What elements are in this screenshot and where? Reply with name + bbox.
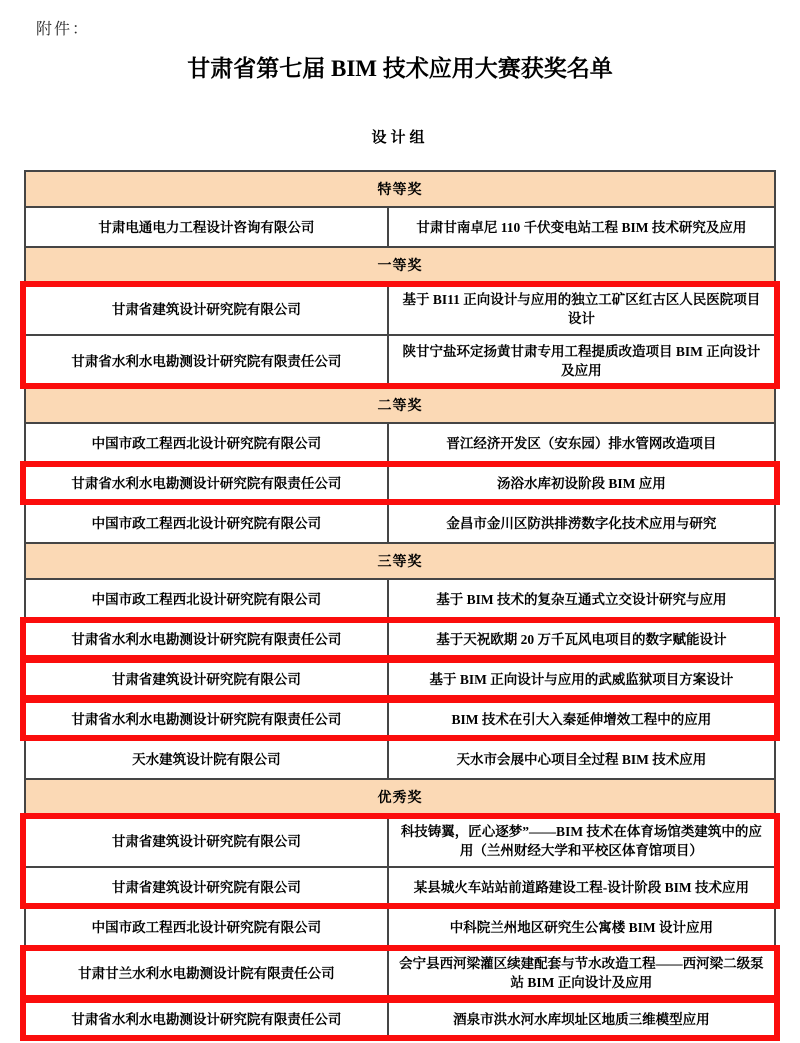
table-row — [26, 464, 774, 502]
project-cell: BIM 技术在引大入秦延伸增效工程中的应用 — [451, 711, 712, 727]
highlight-group — [26, 618, 774, 658]
highlight-group — [26, 698, 774, 738]
company-cell: 中国市政工程西北设计研究院有限公司 — [26, 424, 389, 462]
company-cell: 中国市政工程西北设计研究院有限公司 — [26, 580, 389, 618]
table-row — [26, 866, 774, 906]
company-cell: 天水建筑设计院有限公司 — [26, 740, 389, 778]
project-cell: 陕甘宁盐环定扬黄甘肃专用工程提质改造项目 BIM 正向设计及应用 — [402, 344, 761, 378]
highlight-group — [26, 998, 774, 1038]
project-cell: 基于天祝欧期 20 万千瓦风电项目的数字赋能设计 — [436, 631, 727, 647]
highlight-group — [26, 462, 774, 502]
table-row — [26, 284, 774, 334]
table-row — [26, 422, 774, 462]
company-cell: 甘肃省建筑设计研究院有限公司 — [26, 660, 389, 698]
highlight-group — [26, 814, 774, 906]
company-cell: 中国市政工程西北设计研究院有限公司 — [26, 504, 389, 542]
company-cell: 甘肃省建筑设计研究院有限公司 — [26, 284, 389, 334]
project-cell: 晋江经济开发区（安东园）排水管网改造项目 — [446, 435, 717, 451]
company-cell: 甘肃省水利水电勘测设计研究院有限责任公司 — [26, 1000, 389, 1038]
page-title: 甘肃省第七届 BIM 技术应用大赛获奖名单 — [187, 56, 613, 81]
project-cell: 会宁县西河梁灌区续建配套与节水改造工程——西河梁二级泵站 BIM 正向设计及应用 — [399, 956, 764, 990]
highlight-group — [26, 658, 774, 698]
attachment-label: 附件： — [36, 21, 91, 38]
project-cell: 基于 BIM 技术的复杂互通式立交设计研究与应用 — [436, 591, 727, 607]
highlight-group — [26, 946, 774, 998]
highlight-group — [26, 282, 774, 386]
project-cell: 中科院兰州地区研究生公寓楼 BIM 设计应用 — [449, 919, 713, 935]
section-header-third-prize: 三等奖 — [26, 542, 774, 578]
project-cell: 基于 BI11 正向设计与应用的独立工矿区红古区人民医院项目设计 — [402, 292, 761, 326]
company-cell: 甘肃省建筑设计研究院有限公司 — [26, 868, 389, 906]
group-title: 设计组 — [371, 130, 429, 146]
project-cell: 基于 BIM 正向设计与应用的武威监狱项目方案设计 — [429, 671, 734, 687]
company-cell: 甘肃甘兰水利水电勘测设计院有限责任公司 — [26, 948, 389, 998]
company-cell: 甘肃省水利水电勘测设计研究院有限责任公司 — [26, 620, 389, 658]
company-cell: 甘肃省建筑设计研究院有限公司 — [26, 816, 389, 866]
company-cell: 中国市政工程西北设计研究院有限公司 — [26, 908, 389, 946]
project-cell: 天水市会展中心项目全过程 BIM 技术应用 — [456, 751, 707, 767]
table-row — [26, 206, 774, 246]
table-row — [26, 660, 774, 698]
company-cell: 甘肃电通电力工程设计咨询有限公司 — [26, 208, 389, 246]
table-row — [26, 906, 774, 946]
section-header-first-prize: 一等奖 — [26, 246, 774, 282]
table-row — [26, 1000, 774, 1038]
table-row — [26, 578, 774, 618]
company-cell: 甘肃省水利水电勘测设计研究院有限责任公司 — [26, 700, 389, 738]
project-cell: 科技铸翼，匠心逐梦”——BIM 技术在体育场馆类建筑中的应用（兰州财经大学和平校区体育馆项目） — [400, 824, 762, 858]
awards-table — [24, 170, 776, 1040]
company-cell: 甘肃省水利水电勘测设计研究院有限责任公司 — [26, 336, 389, 386]
table-row — [26, 334, 774, 386]
table-row — [26, 620, 774, 658]
table-row — [26, 948, 774, 998]
table-row — [26, 700, 774, 738]
table-row — [26, 502, 774, 542]
project-cell: 酒泉市洪水河水库坝址区地质三维模型应用 — [453, 1011, 710, 1027]
section-header-excellence-prize: 优秀奖 — [26, 778, 774, 814]
project-cell: 汤浴水库初设阶段 BIM 应用 — [497, 475, 666, 491]
section-header-second-prize: 二等奖 — [26, 386, 774, 422]
table-row — [26, 738, 774, 778]
company-cell: 甘肃省水利水电勘测设计研究院有限责任公司 — [26, 464, 389, 502]
table-row — [26, 816, 774, 866]
section-header-special-prize: 特等奖 — [26, 172, 774, 206]
project-cell: 甘肃甘南卓尼 110 千伏变电站工程 BIM 技术研究及应用 — [416, 219, 747, 235]
project-cell: 金昌市金川区防洪排涝数字化技术应用与研究 — [446, 515, 717, 531]
project-cell: 某县城火车站站前道路建设工程-设计阶段 BIM 技术应用 — [413, 879, 749, 895]
